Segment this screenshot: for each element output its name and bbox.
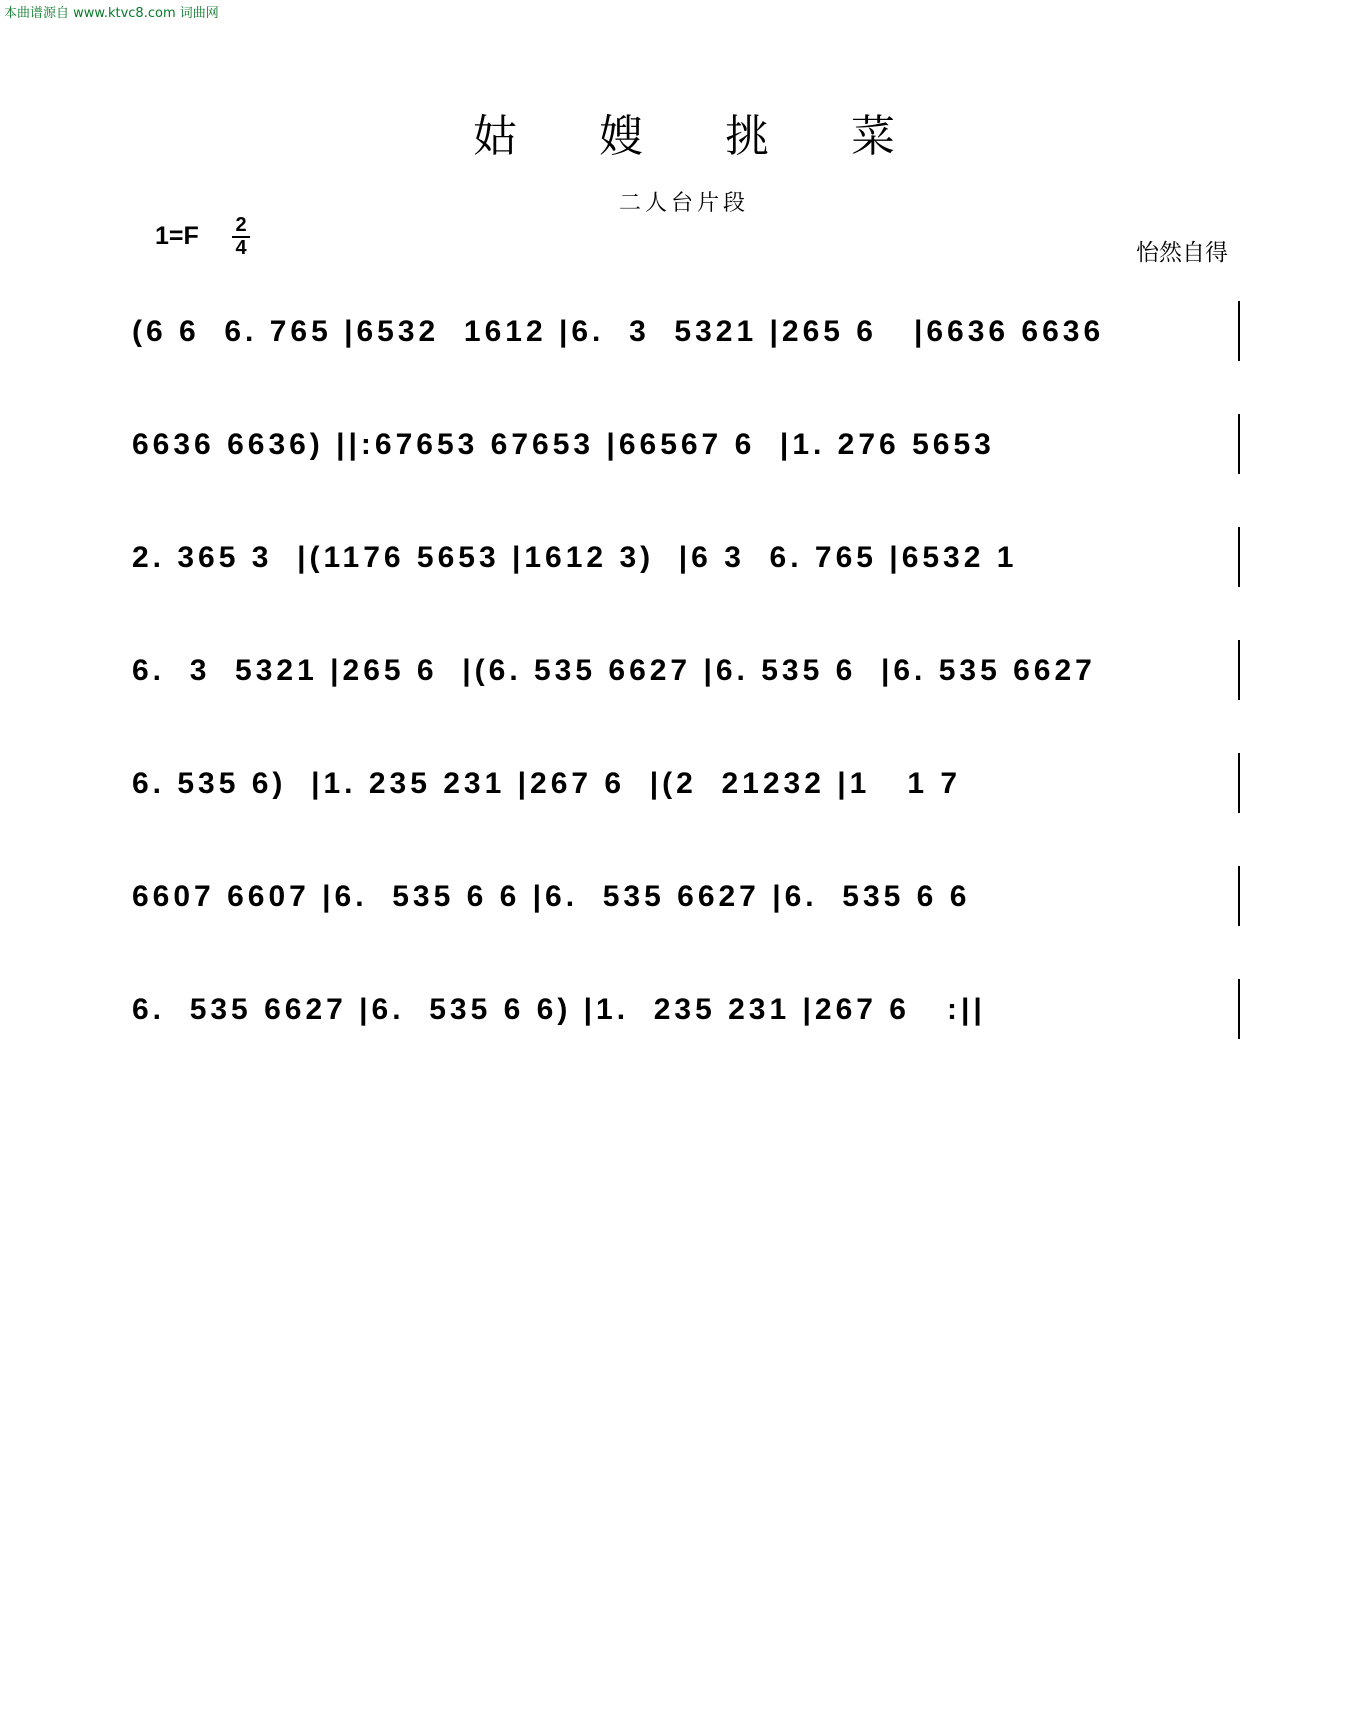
score-row-1 xyxy=(132,305,1240,365)
score-row-4 xyxy=(132,644,1240,704)
score-row-text: 2. 365 3 |(1176 5653 |1612 3) |6 3 6. 765 |6532 1 xyxy=(132,541,1018,574)
score-row-text: 6. 535 6627 |6. 535 6 6) |1. 235 231 |267 6 :|| xyxy=(132,993,986,1026)
score-row-2 xyxy=(132,418,1240,478)
song-subtitle: 二人台片段 xyxy=(618,191,749,216)
score-row-text: (6 6 6. 765 |6532 1612 |6. 3 5321 |265 6 |6636 6636 xyxy=(132,315,1105,348)
key-signature: 1=F xyxy=(155,222,199,250)
score-row-3 xyxy=(132,531,1240,591)
barline xyxy=(1238,979,1240,1039)
barline xyxy=(1238,301,1240,361)
barline xyxy=(1238,753,1240,813)
barline xyxy=(1238,414,1240,474)
watermark-text: 本曲谱源自 www.ktvc8.com 词曲网 xyxy=(4,6,219,21)
score-row-5 xyxy=(132,757,1240,817)
score-row-text: 6636 6636) ||:67653 67653 |66567 6 |1. 276 5653 xyxy=(132,428,995,461)
style-marking: 怡然自得 xyxy=(1136,240,1228,266)
barline xyxy=(1238,866,1240,926)
score-row-text: 6. 3 5321 |265 6 |(6. 535 6627 |6. 535 6 |6. 535 6627 xyxy=(132,654,1096,687)
song-title: 姑 嫂 挑 菜 xyxy=(473,111,929,162)
barline xyxy=(1238,527,1240,587)
score-row-text: 6. 535 6) |1. 235 231 |267 6 |(2 21232 |1 1 7 xyxy=(132,767,962,800)
barline xyxy=(1238,640,1240,700)
time-signature-bottom: 4 xyxy=(235,237,247,259)
score-row-6 xyxy=(132,870,1240,930)
time-signature xyxy=(232,216,250,258)
time-signature-top: 2 xyxy=(235,214,247,236)
score-row-7 xyxy=(132,983,1240,1043)
score-row-text: 6607 6607 |6. 535 6 6 |6. 535 6627 |6. 535 6 6 xyxy=(132,880,971,913)
